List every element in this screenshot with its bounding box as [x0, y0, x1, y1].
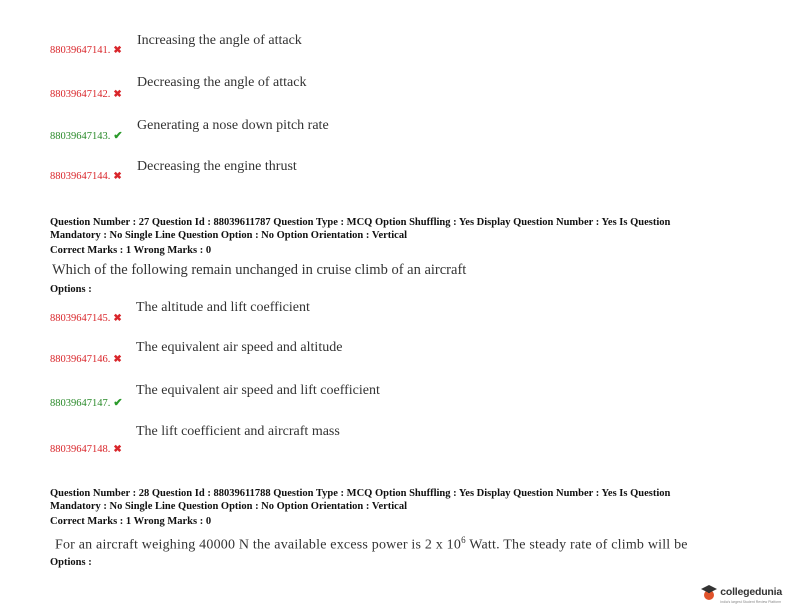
- wrong-mark-icon: ✖: [113, 354, 122, 365]
- option-row: [50, 439, 122, 457]
- check-mark-icon: ✔: [113, 397, 123, 409]
- option-id: 88039647141.: [50, 45, 111, 56]
- wrong-mark-icon: ✖: [113, 313, 122, 324]
- marks-line: Correct Marks : 1 Wrong Marks : 0: [50, 245, 212, 256]
- option-row: [50, 126, 123, 144]
- options-label: Options :: [50, 284, 92, 295]
- question-meta-line: Mandatory : No Single Line Question Option : No Option Orientation : Vertical: [50, 229, 408, 241]
- option-id: 88039647145.: [50, 313, 111, 324]
- option-row: [50, 40, 122, 58]
- question-meta: [50, 488, 750, 529]
- question-meta-line: Question Number : 27 Question Id : 88039611787 Question Type : MCQ Option Shuffling : Yes Display Question Number : Yes Is Question: [50, 217, 671, 228]
- graduate-cap-icon: [701, 584, 717, 602]
- wrong-mark-icon: ✖: [113, 171, 122, 182]
- option-text: Decreasing the engine thrust: [137, 159, 297, 174]
- option-id: 88039647142.: [50, 89, 111, 100]
- collegedunia-logo: [701, 582, 782, 604]
- option-row: [50, 308, 122, 326]
- option-row: [50, 393, 123, 411]
- option-id: 88039647144.: [50, 171, 111, 182]
- question-text-part: For an aircraft weighing 40000 N the available excess power is 2 x 10: [55, 537, 462, 553]
- option-text: The equivalent air speed and altitude: [136, 340, 343, 355]
- logo-name: collegedunia: [720, 586, 782, 598]
- exponent: 6: [461, 535, 466, 545]
- option-row: [50, 349, 122, 367]
- option-text: The lift coefficient and aircraft mass: [136, 424, 340, 439]
- option-text: The equivalent air speed and lift coefficient: [136, 383, 380, 398]
- check-mark-icon: ✔: [113, 130, 123, 142]
- option-id: 88039647146.: [50, 354, 111, 365]
- option-row: [50, 166, 122, 184]
- option-row: [50, 84, 122, 102]
- question-text: Which of the following remain unchanged in cruise climb of an aircraft: [52, 262, 467, 278]
- marks-line: Correct Marks : 1 Wrong Marks : 0: [50, 516, 212, 527]
- options-label: Options :: [50, 557, 92, 568]
- question-meta-line: Mandatory : No Single Line Question Option : No Option Orientation : Vertical: [50, 500, 408, 512]
- option-id: 88039647148.: [50, 444, 111, 455]
- question-text-part: Watt. The steady rate of climb will be: [465, 537, 688, 553]
- question-text: [55, 535, 688, 554]
- question-meta: [50, 217, 750, 258]
- logo-tagline: India's largest Student Review Platform: [720, 600, 782, 604]
- option-id: 88039647147.: [50, 398, 111, 409]
- option-text: The altitude and lift coefficient: [136, 300, 310, 315]
- question-meta-line: Question Number : 28 Question Id : 88039611788 Question Type : MCQ Option Shuffling : Yes Display Question Number : Yes Is Question: [50, 488, 671, 499]
- wrong-mark-icon: ✖: [113, 45, 122, 56]
- wrong-mark-icon: ✖: [113, 444, 122, 455]
- option-id: 88039647143.: [50, 131, 111, 142]
- option-text: Increasing the angle of attack: [137, 33, 302, 48]
- wrong-mark-icon: ✖: [113, 89, 122, 100]
- option-text: Decreasing the angle of attack: [137, 75, 307, 90]
- option-text: Generating a nose down pitch rate: [137, 118, 329, 133]
